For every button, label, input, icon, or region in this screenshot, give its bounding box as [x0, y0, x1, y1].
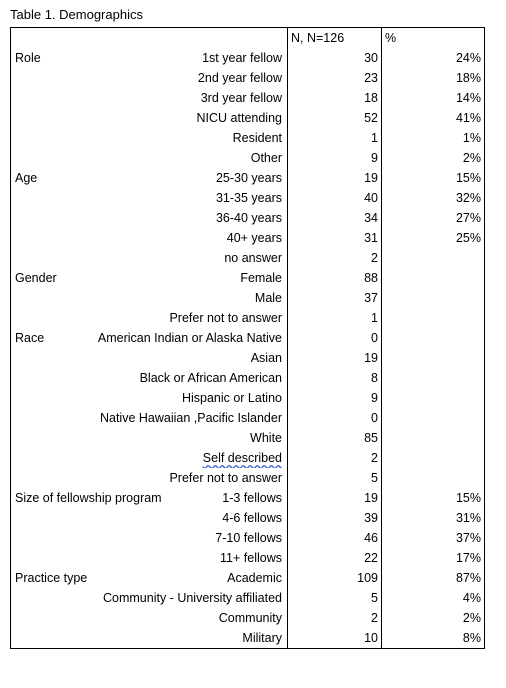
table-row [11, 548, 485, 568]
subcategory-label: Community - University affiliated [103, 591, 282, 605]
table-row [11, 388, 485, 408]
table-row [11, 228, 485, 248]
percent-cell: 4% [382, 588, 485, 608]
count-cell: 9 [288, 148, 382, 168]
table-row [11, 208, 485, 228]
count-cell: 85 [288, 428, 382, 448]
category-cell [11, 468, 288, 488]
count-cell: 34 [288, 208, 382, 228]
category-cell [11, 228, 288, 248]
percent-cell: 2% [382, 608, 485, 628]
table-row [11, 88, 485, 108]
count-cell: 2 [288, 608, 382, 628]
count-cell: 40 [288, 188, 382, 208]
percent-cell: 1% [382, 128, 485, 148]
table-caption: Table 1. Demographics [10, 7, 143, 22]
category-cell [11, 408, 288, 428]
subcategory-label: Community [218, 611, 282, 625]
count-cell: 109 [288, 568, 382, 588]
percent-cell: 87% [382, 568, 485, 588]
category-cell [11, 528, 288, 548]
count-cell: 46 [288, 528, 382, 548]
percent-cell [382, 268, 485, 288]
group-label: Size of fellowship program [15, 491, 162, 505]
table-row [11, 568, 485, 588]
group-label: Gender [15, 271, 57, 285]
table-row [11, 168, 485, 188]
table-body [11, 28, 485, 649]
count-cell: 31 [288, 228, 382, 248]
subcategory-label: 4-6 fellows [222, 511, 282, 525]
subcategory-label: 36-40 years [215, 211, 282, 225]
percent-cell: 14% [382, 88, 485, 108]
percent-cell: 37% [382, 528, 485, 548]
category-cell [11, 248, 288, 268]
percent-cell [382, 448, 485, 468]
category-cell [11, 548, 288, 568]
category-cell [11, 108, 288, 128]
percent-cell: 18% [382, 68, 485, 88]
subcategory-label: no answer [224, 251, 282, 265]
count-cell: 19 [288, 488, 382, 508]
subcategory-label: Military [242, 631, 282, 645]
percent-cell: 15% [382, 168, 485, 188]
header-category-cell [11, 28, 288, 49]
percent-cell: 24% [382, 48, 485, 68]
count-cell: 88 [288, 268, 382, 288]
percent-cell: 15% [382, 488, 485, 508]
percent-cell: 17% [382, 548, 485, 568]
group-label: Race [15, 331, 45, 345]
percent-cell [382, 468, 485, 488]
percent-cell [382, 368, 485, 388]
percent-cell: 27% [382, 208, 485, 228]
table-row [11, 188, 485, 208]
table-row [11, 68, 485, 88]
table-row [11, 428, 485, 448]
table-row [11, 108, 485, 128]
subcategory-label: 1st year fellow [202, 51, 282, 65]
count-cell: 8 [288, 368, 382, 388]
count-cell: 0 [288, 408, 382, 428]
category-cell [11, 488, 288, 508]
table-row [11, 148, 485, 168]
category-cell [11, 308, 288, 328]
count-cell: 5 [288, 468, 382, 488]
percent-cell [382, 248, 485, 268]
demographics-table [10, 27, 485, 649]
category-cell [11, 448, 288, 468]
table-row [11, 268, 485, 288]
subcategory-label: 40+ years [226, 231, 282, 245]
percent-cell: 41% [382, 108, 485, 128]
subcategory-label: 2nd year fellow [197, 71, 282, 85]
subcategory-label: Prefer not to answer [169, 311, 282, 325]
category-cell [11, 208, 288, 228]
count-cell: 23 [288, 68, 382, 88]
header-n-cell: N, N=126 [288, 28, 382, 49]
header-percent-cell: % [382, 28, 485, 49]
count-cell: 1 [288, 128, 382, 148]
category-cell [11, 568, 288, 588]
category-cell [11, 168, 288, 188]
subcategory-label: 7-10 fellows [215, 531, 282, 545]
subcategory-label: NICU attending [196, 111, 282, 125]
count-cell: 37 [288, 288, 382, 308]
subcategory-label: Academic [227, 571, 282, 585]
category-cell [11, 348, 288, 368]
category-cell [11, 148, 288, 168]
category-cell [11, 188, 288, 208]
count-cell: 1 [288, 308, 382, 328]
table-row [11, 628, 485, 649]
subcategory-label: Female [240, 271, 282, 285]
subcategory-label: Resident [232, 131, 282, 145]
table-row [11, 488, 485, 508]
subcategory-label: Hispanic or Latino [181, 391, 282, 405]
table-row [11, 408, 485, 428]
percent-cell [382, 328, 485, 348]
subcategory-label: 31-35 years [215, 191, 282, 205]
percent-cell [382, 388, 485, 408]
count-cell: 19 [288, 348, 382, 368]
count-cell: 2 [288, 448, 382, 468]
table-row [11, 128, 485, 148]
table-row [11, 508, 485, 528]
percent-cell [382, 288, 485, 308]
table-row [11, 248, 485, 268]
table-row [11, 368, 485, 388]
category-cell [11, 368, 288, 388]
subcategory-label: 11+ fellows [220, 551, 282, 565]
percent-cell: 2% [382, 148, 485, 168]
table-row [11, 328, 485, 348]
count-cell: 18 [288, 88, 382, 108]
count-cell: 9 [288, 388, 382, 408]
count-cell: 30 [288, 48, 382, 68]
category-cell [11, 48, 288, 68]
count-cell: 2 [288, 248, 382, 268]
category-cell [11, 428, 288, 448]
category-cell [11, 288, 288, 308]
subcategory-label: Other [250, 151, 282, 165]
subcategory-label: White [250, 431, 282, 445]
subcategory-label: Self described [202, 451, 282, 465]
category-cell [11, 68, 288, 88]
table-row [11, 468, 485, 488]
subcategory-label: 25-30 years [215, 171, 282, 185]
percent-cell: 31% [382, 508, 485, 528]
table-row [11, 308, 485, 328]
percent-cell: 32% [382, 188, 485, 208]
category-cell [11, 328, 288, 348]
category-cell [11, 588, 288, 608]
group-label: Role [15, 51, 41, 65]
table-row [11, 608, 485, 628]
category-cell [11, 508, 288, 528]
table-row [11, 348, 485, 368]
subcategory-label: 1-3 fellows [222, 491, 282, 505]
category-cell [11, 388, 288, 408]
percent-cell [382, 308, 485, 328]
category-cell [11, 628, 288, 649]
percent-cell: 25% [382, 228, 485, 248]
percent-cell: 8% [382, 628, 485, 649]
table-row [11, 588, 485, 608]
subcategory-label: Prefer not to answer [169, 471, 282, 485]
count-cell: 19 [288, 168, 382, 188]
subcategory-label: Native Hawaiian ,Pacific Islander [99, 411, 282, 425]
category-cell [11, 88, 288, 108]
count-cell: 5 [288, 588, 382, 608]
table-row [11, 528, 485, 548]
count-cell: 10 [288, 628, 382, 649]
group-label: Age [15, 171, 38, 185]
subcategory-label: Asian [250, 351, 282, 365]
table-row [11, 448, 485, 468]
percent-cell [382, 408, 485, 428]
group-label: Practice type [15, 571, 88, 585]
subcategory-label: Male [254, 291, 282, 305]
subcategory-label: 3rd year fellow [200, 91, 282, 105]
count-cell: 0 [288, 328, 382, 348]
count-cell: 39 [288, 508, 382, 528]
table-row [11, 48, 485, 68]
subcategory-label: Black or African American [139, 371, 282, 385]
category-cell [11, 128, 288, 148]
header-row [11, 28, 485, 49]
percent-cell [382, 348, 485, 368]
count-cell: 52 [288, 108, 382, 128]
count-cell: 22 [288, 548, 382, 568]
percent-cell [382, 428, 485, 448]
subcategory-label: American Indian or Alaska Native [97, 331, 282, 345]
category-cell [11, 268, 288, 288]
table-row [11, 288, 485, 308]
category-cell [11, 608, 288, 628]
